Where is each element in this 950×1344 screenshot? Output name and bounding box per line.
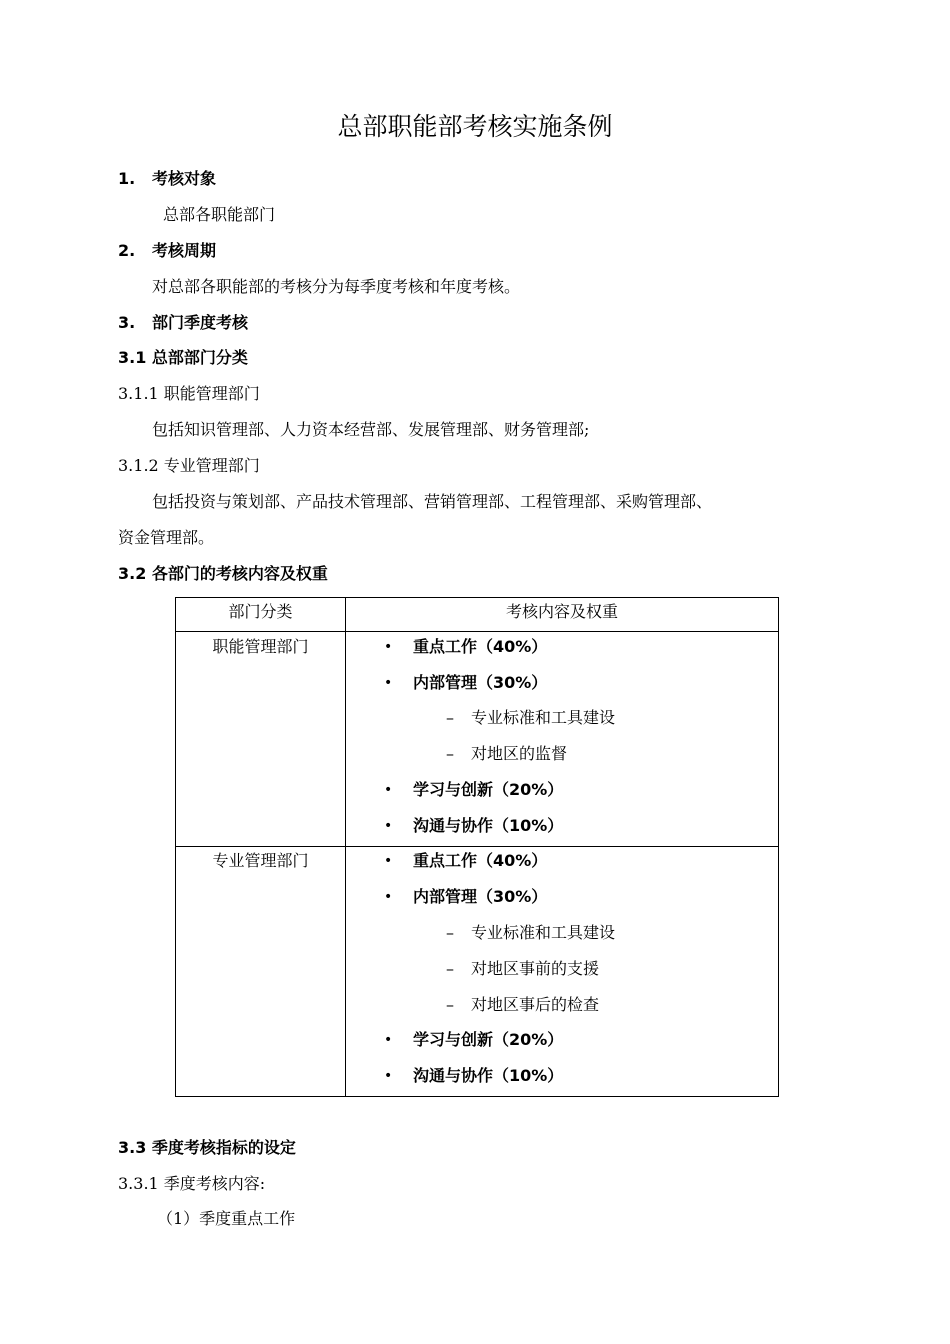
- section-3-1-2-body-line2: 资金管理部。: [118, 528, 215, 547]
- table-header-category: 部门分类: [228, 602, 293, 621]
- row-2-item-5-dash: –: [446, 995, 454, 1014]
- section-3-title: 部门季度考核: [152, 313, 249, 332]
- row-2-item-3-text: 专业标准和工具建设: [471, 923, 616, 942]
- section-3-3-1-item-1: （1）季度重点工作: [157, 1209, 296, 1228]
- row-1-item-5-bullet: •: [384, 782, 393, 798]
- row-1-item-4-text: 对地区的监督: [471, 744, 568, 763]
- table-border-bottom: [175, 1096, 779, 1097]
- table-column-divider: [345, 597, 346, 1097]
- row-2-item-5-text: 对地区事后的检查: [471, 995, 600, 1014]
- table-border-top: [175, 597, 779, 598]
- section-3-number: 3.: [118, 313, 136, 332]
- section-1-body: 总部各职能部门: [163, 205, 276, 224]
- row-1-item-6-text: 沟通与协作（10%）: [413, 816, 564, 835]
- row-1-item-2-text: 内部管理（30%）: [413, 673, 548, 692]
- section-3-1-heading: 3.1 总部部门分类: [118, 348, 248, 367]
- row-2-item-2-text: 内部管理（30%）: [413, 887, 548, 906]
- row-2-item-7-bullet: •: [384, 1068, 393, 1084]
- section-2-body: 对总部各职能部的考核分为每季度考核和年度考核。: [152, 277, 521, 296]
- row-2-item-3-dash: –: [446, 923, 454, 942]
- table-row-divider: [175, 846, 779, 847]
- section-2-title: 考核周期: [152, 241, 217, 260]
- row-1-item-1-text: 重点工作（40%）: [413, 637, 548, 656]
- section-3-1-1-heading: 3.1.1 职能管理部门: [118, 384, 260, 403]
- table-header-content: 考核内容及权重: [505, 602, 618, 621]
- section-3-3-heading: 3.3 季度考核指标的设定: [118, 1138, 296, 1157]
- section-1-number: 1.: [118, 169, 136, 188]
- section-2-number: 2.: [118, 241, 136, 260]
- section-1-heading: [118, 171, 216, 187]
- table-header-divider: [175, 631, 779, 632]
- row-1-item-6-bullet: •: [384, 818, 393, 834]
- section-1-title: 考核对象: [152, 169, 217, 188]
- row-1-item-3-text: 专业标准和工具建设: [471, 708, 616, 727]
- row-2-item-6-bullet: •: [384, 1032, 393, 1048]
- row-1-item-3-dash: –: [446, 708, 454, 727]
- section-3-3-1-heading: 3.3.1 季度考核内容:: [118, 1174, 266, 1193]
- section-3-1-2-heading: 3.1.2 专业管理部门: [118, 456, 260, 475]
- table-row-2-category: 专业管理部门: [212, 851, 309, 870]
- row-2-item-6-text: 学习与创新（20%）: [413, 1030, 564, 1049]
- row-2-item-2-bullet: •: [384, 889, 393, 905]
- row-1-item-2-bullet: •: [384, 675, 393, 691]
- row-2-item-4-dash: –: [446, 959, 454, 978]
- row-2-item-1-text: 重点工作（40%）: [413, 851, 548, 870]
- row-2-item-1-bullet: •: [384, 853, 393, 869]
- row-2-item-4-text: 对地区事前的支援: [471, 959, 600, 978]
- table-row-1-category: 职能管理部门: [212, 637, 309, 656]
- section-2-heading: [118, 243, 216, 259]
- table-border-right: [778, 597, 779, 1097]
- row-1-item-4-dash: –: [446, 744, 454, 763]
- section-3-1-1-body: 包括知识管理部、人力资本经营部、发展管理部、财务管理部;: [152, 420, 590, 439]
- section-3-1-2-body-line1: 包括投资与策划部、产品技术管理部、营销管理部、工程管理部、采购管理部、: [152, 492, 713, 511]
- section-3-2-heading: 3.2 各部门的考核内容及权重: [118, 564, 328, 583]
- section-3-heading: [118, 315, 248, 331]
- table-border-left: [175, 597, 176, 1097]
- row-1-item-1-bullet: •: [384, 639, 393, 655]
- row-2-item-7-text: 沟通与协作（10%）: [413, 1066, 564, 1085]
- row-1-item-5-text: 学习与创新（20%）: [413, 780, 564, 799]
- document-title: 总部职能部考核实施条例: [337, 112, 613, 141]
